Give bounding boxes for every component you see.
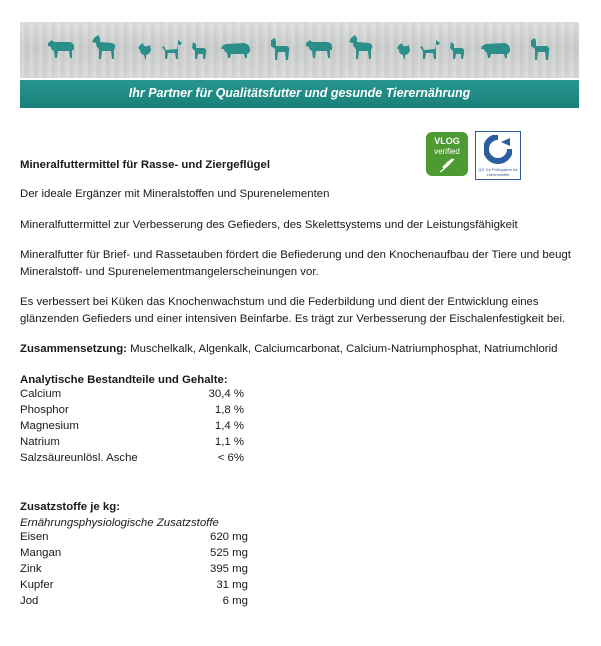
analytics-value: 1,4 % bbox=[214, 420, 244, 432]
analytics-name: Calcium bbox=[20, 388, 62, 400]
analytics-name: Natrium bbox=[20, 436, 60, 448]
analytics-name: Magnesium bbox=[20, 420, 79, 432]
analytics-name: Salzsäureunlösl. Asche bbox=[20, 452, 138, 464]
dog-icon bbox=[160, 38, 184, 60]
horse-icon bbox=[347, 34, 375, 60]
chicken-icon bbox=[396, 42, 412, 60]
pig-icon bbox=[220, 39, 252, 59]
sheep-icon bbox=[528, 37, 552, 61]
additive-name: Jod bbox=[20, 595, 39, 607]
qs-logo-caption: QS. Ihr Prüfsystem für Lebensmittel bbox=[478, 167, 518, 177]
additive-value: 525 mg bbox=[210, 547, 248, 559]
banner-tagline: Ihr Partner für Qualitätsfutter und gesunde Tierernährung bbox=[128, 86, 471, 100]
sheep-icon bbox=[268, 37, 292, 61]
composition-value: Muschelkalk, Algenkalk, Calciumcarbonat, Calcium-Natriumphosphat, Natriumchlorid bbox=[126, 343, 558, 355]
chick-paragraph: Es verbessert bei Küken das Knochenwachstum und die Federbildung und dient der Entwicklung eines glänzenden Gefieders und einer intensiven Beinfarbe. Es trägt zur Verbesserung der Eischalenfestigkeit bei. bbox=[20, 296, 566, 325]
horse-icon bbox=[90, 34, 118, 60]
analytics-value: 1,1 % bbox=[214, 436, 244, 448]
additives-heading: Zusatzstoffe je kg: bbox=[20, 501, 120, 513]
cow-icon bbox=[304, 37, 334, 59]
analytics-heading: Analytische Bestandteile und Gehalte: bbox=[20, 374, 228, 386]
additive-name: Mangan bbox=[20, 547, 62, 559]
vlog-logo-line2: verified bbox=[434, 147, 460, 156]
goat-icon bbox=[190, 40, 208, 60]
header-banner bbox=[20, 22, 579, 108]
analytics-name: Phosphor bbox=[20, 404, 69, 416]
qs-logo bbox=[475, 131, 521, 180]
animal-icon-row bbox=[20, 34, 579, 64]
qs-mark-icon bbox=[484, 135, 512, 165]
chicken-icon bbox=[137, 42, 153, 60]
analytics-value: < 6% bbox=[217, 452, 244, 464]
additive-value: 620 mg bbox=[210, 531, 248, 543]
benefit-paragraph: Mineralfuttermittel zur Verbesserung des Gefieders, des Skelettsystems und der Leistungsfähigkeit bbox=[20, 219, 518, 231]
additives-subheading: Ernährungsphysiologische Zusatzstoffe bbox=[20, 517, 219, 529]
additive-value: 6 mg bbox=[222, 595, 248, 607]
vlog-logo-line1: VLOG bbox=[434, 136, 460, 146]
dog-icon bbox=[418, 38, 442, 60]
additive-value: 395 mg bbox=[210, 563, 248, 575]
cow-icon bbox=[46, 37, 76, 59]
wheat-icon bbox=[438, 157, 456, 173]
pigeon-paragraph: Mineralfutter für Brief- und Rassetauben fördert die Befiederung und den Knochenaufbau der Tiere und beugt Mineralstoff- und Spurenelementmangelerscheinungen vor. bbox=[20, 249, 571, 278]
composition-label: Zusammensetzung: bbox=[20, 343, 127, 355]
vlog-logo bbox=[426, 132, 468, 176]
additive-name: Eisen bbox=[20, 531, 49, 543]
analytics-value: 1,8 % bbox=[214, 404, 244, 416]
composition-line bbox=[20, 341, 557, 358]
additive-value: 31 mg bbox=[216, 579, 248, 591]
analytics-value: 30,4 % bbox=[208, 388, 244, 400]
goat-icon bbox=[448, 40, 466, 60]
additive-name: Kupfer bbox=[20, 579, 54, 591]
intro-paragraph: Der ideale Ergänzer mit Mineralstoffen und Spurenelementen bbox=[20, 188, 330, 200]
pig-icon bbox=[480, 39, 512, 59]
product-title: Mineralfuttermittel für Rasse- und Ziergeflügel bbox=[20, 159, 270, 171]
additive-name: Zink bbox=[20, 563, 42, 575]
